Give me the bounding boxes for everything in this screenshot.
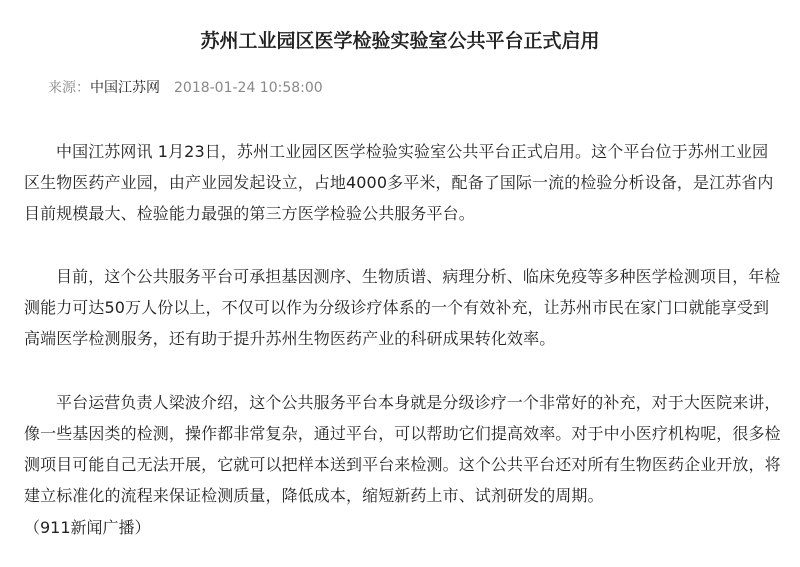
publish-time: 2018-01-24 10:58:00 [174,80,323,96]
article-meta [48,78,323,98]
article-paragraph-3: 平台运营负责人梁波介绍，这个公共服务平台本身就是分级诊疗一个非常好的补充，对于大医院来讲，像一些基因类的检测，操作都非常复杂，通过平台，可以帮助它们提高效率。对于中小医疗机构呢，很多检测项目可能自己无法开展，它就可以把样本送到平台来检测。这个公共平台还对所有生物医药企业开放，将建立标准化的流程来保证检测质量，降低成本，缩短新药上市、试剂研发的周期。 [24,393,781,505]
source-label: 来源： [48,80,90,96]
article-paragraph-2: 目前，这个公共服务平台可承担基因测序、生物质谱、病理分析、临床免疫等多种医学检测项目，年检测能力可达50万人份以上，不仅可以作为分级诊疗体系的一个有效补充，让苏州市民在家门口就能享受到高端医学检测服务，还有助于提升苏州生物医药产业的科研成果转化效率。 [24,267,781,348]
article-credit: （911新闻广播） [24,518,151,537]
article-paragraph-1: 中国江苏网讯 1月23日，苏州工业园区医学检验实验室公共平台正式启用。这个平台位于苏州工业园区生物医药产业园，由产业园发起设立，占地4000多平米，配备了国际一流的检验分析设备，是江苏省内目前规模最大、检验能力最强的第三方医学检验公共服务平台。 [24,142,774,223]
article-title: 苏州工业园区医学检验实验室公共平台正式启用 [200,29,600,52]
source-name: 中国江苏网 [90,80,160,96]
